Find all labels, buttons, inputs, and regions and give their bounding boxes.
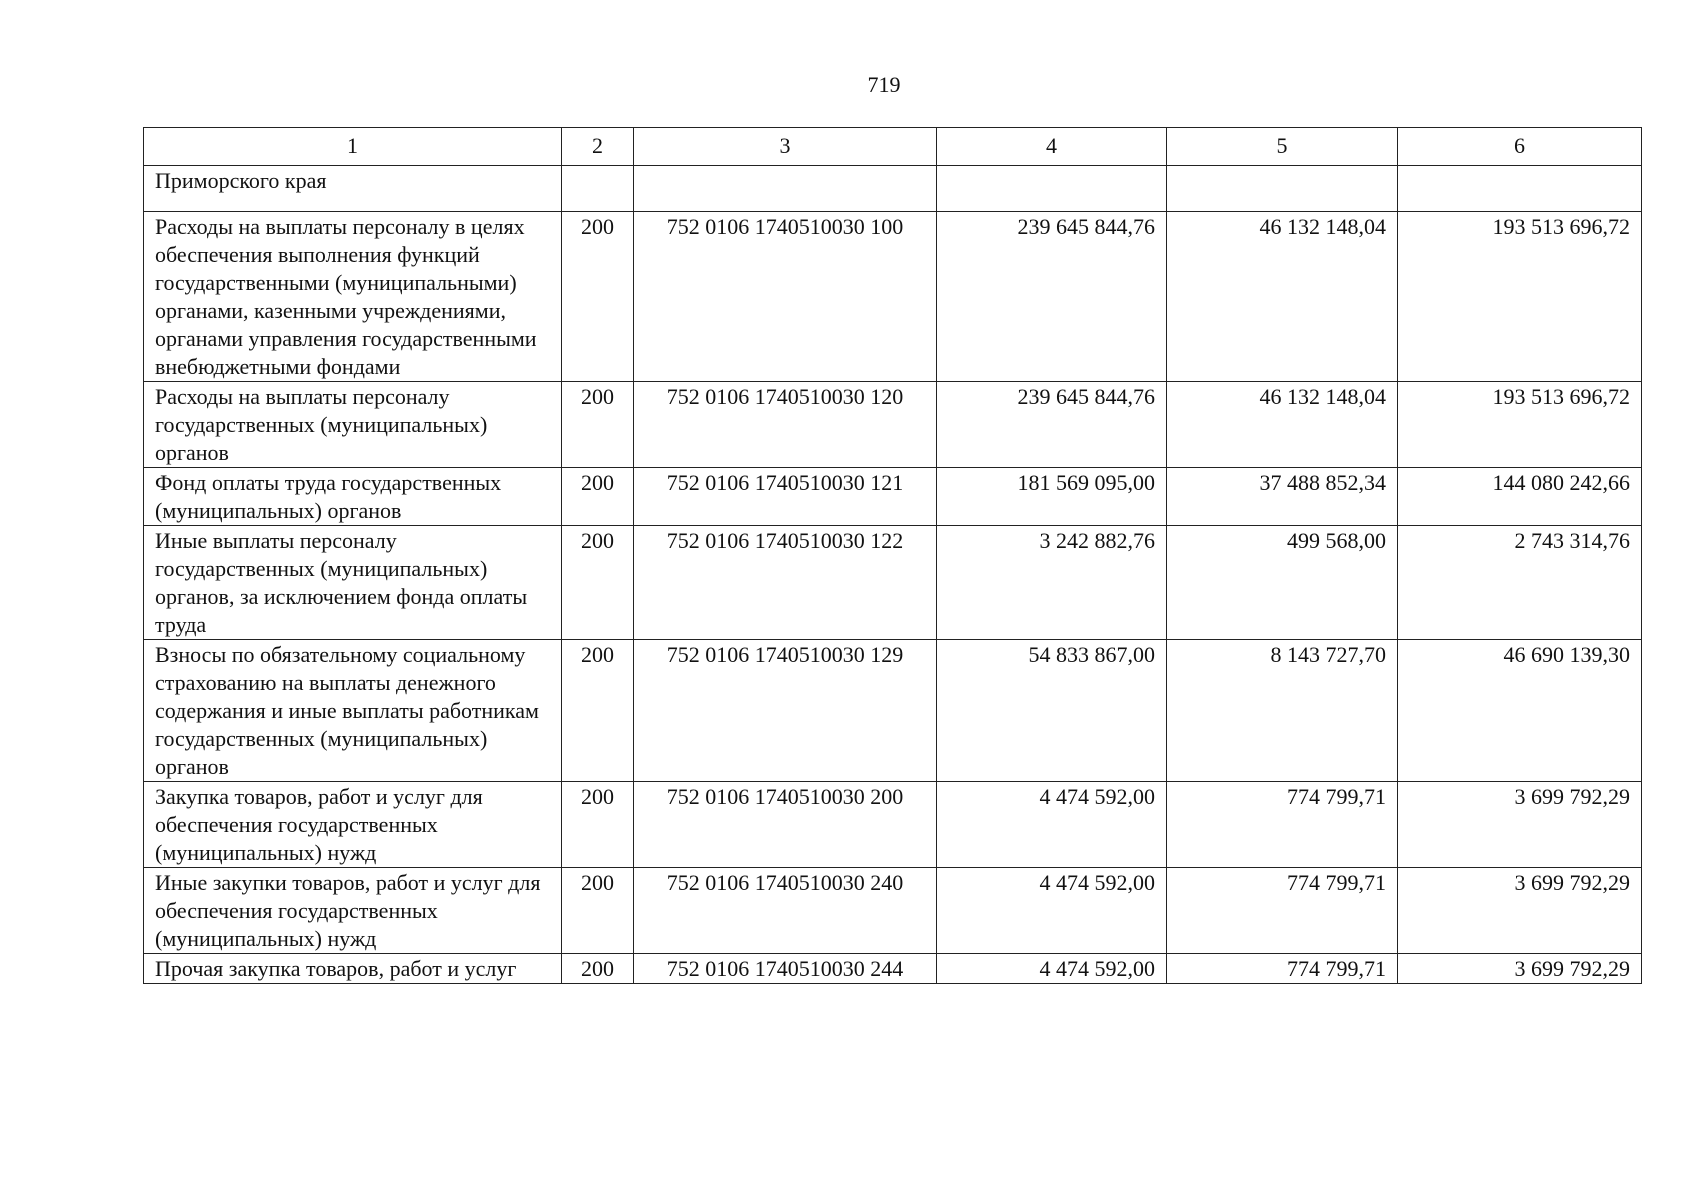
row-name: Прочая закупка товаров, работ и услуг xyxy=(144,954,562,984)
row-executed: 774 799,71 xyxy=(1167,782,1398,868)
row-approved: 239 645 844,76 xyxy=(937,382,1167,468)
row-budget-code: 752 0106 1740510030 200 xyxy=(634,782,937,868)
table-row xyxy=(144,166,1642,212)
table-row xyxy=(144,868,1642,954)
row-budget-code: 752 0106 1740510030 122 xyxy=(634,526,937,640)
row-budget-code: 752 0106 1740510030 100 xyxy=(634,212,937,382)
row-name: Расходы на выплаты персоналу в целях обеспечения выполнения функций государственными (муниципальными) органами, казенными учреждениями, органами управления государственными внебюджетными фондами xyxy=(144,212,562,382)
table-row xyxy=(144,954,1642,984)
column-header: 1 xyxy=(144,128,562,166)
row-name: Иные выплаты персоналу государственных (муниципальных) органов, за исключением фонда оплаты труда xyxy=(144,526,562,640)
row-executed xyxy=(1167,166,1398,212)
column-header: 5 xyxy=(1167,128,1398,166)
row-unexecuted: 46 690 139,30 xyxy=(1398,640,1642,782)
row-code: 200 xyxy=(562,640,634,782)
column-header: 3 xyxy=(634,128,937,166)
row-budget-code: 752 0106 1740510030 120 xyxy=(634,382,937,468)
table-row xyxy=(144,382,1642,468)
row-approved: 181 569 095,00 xyxy=(937,468,1167,526)
row-executed: 37 488 852,34 xyxy=(1167,468,1398,526)
row-code: 200 xyxy=(562,868,634,954)
row-unexecuted: 3 699 792,29 xyxy=(1398,868,1642,954)
row-approved: 4 474 592,00 xyxy=(937,782,1167,868)
table-row xyxy=(144,212,1642,382)
row-name: Расходы на выплаты персоналу государственных (муниципальных) органов xyxy=(144,382,562,468)
row-unexecuted: 3 699 792,29 xyxy=(1398,954,1642,984)
row-executed: 499 568,00 xyxy=(1167,526,1398,640)
table-row xyxy=(144,526,1642,640)
row-budget-code: 752 0106 1740510030 244 xyxy=(634,954,937,984)
row-name: Иные закупки товаров, работ и услуг для обеспечения государственных (муниципальных) нужд xyxy=(144,868,562,954)
row-executed: 8 143 727,70 xyxy=(1167,640,1398,782)
row-unexecuted: 144 080 242,66 xyxy=(1398,468,1642,526)
row-code: 200 xyxy=(562,954,634,984)
row-budget-code: 752 0106 1740510030 240 xyxy=(634,868,937,954)
row-code: 200 xyxy=(562,782,634,868)
row-code: 200 xyxy=(562,382,634,468)
row-unexecuted xyxy=(1398,166,1642,212)
row-code: 200 xyxy=(562,526,634,640)
column-header: 2 xyxy=(562,128,634,166)
row-budget-code xyxy=(634,166,937,212)
table-body xyxy=(144,166,1642,984)
page-number: 719 xyxy=(867,72,901,97)
table-row xyxy=(144,640,1642,782)
row-budget-code: 752 0106 1740510030 121 xyxy=(634,468,937,526)
row-name: Закупка товаров, работ и услуг для обеспечения государственных (муниципальных) нужд xyxy=(144,782,562,868)
row-unexecuted: 193 513 696,72 xyxy=(1398,212,1642,382)
row-approved: 4 474 592,00 xyxy=(937,954,1167,984)
row-approved: 3 242 882,76 xyxy=(937,526,1167,640)
row-name: Приморского края xyxy=(144,166,562,212)
row-executed: 46 132 148,04 xyxy=(1167,382,1398,468)
column-number-row xyxy=(144,128,1642,166)
budget-execution-table xyxy=(143,127,1642,984)
row-executed: 46 132 148,04 xyxy=(1167,212,1398,382)
row-budget-code: 752 0106 1740510030 129 xyxy=(634,640,937,782)
row-approved: 4 474 592,00 xyxy=(937,868,1167,954)
row-executed: 774 799,71 xyxy=(1167,954,1398,984)
row-unexecuted: 3 699 792,29 xyxy=(1398,782,1642,868)
row-name: Взносы по обязательному социальному страхованию на выплаты денежного содержания и иные выплаты работникам государственных (муниципальных) органов xyxy=(144,640,562,782)
row-unexecuted: 193 513 696,72 xyxy=(1398,382,1642,468)
row-code: 200 xyxy=(562,468,634,526)
row-approved: 54 833 867,00 xyxy=(937,640,1167,782)
table-header xyxy=(144,128,1642,166)
column-header: 6 xyxy=(1398,128,1642,166)
row-executed: 774 799,71 xyxy=(1167,868,1398,954)
row-unexecuted: 2 743 314,76 xyxy=(1398,526,1642,640)
row-name: Фонд оплаты труда государственных (муниципальных) органов xyxy=(144,468,562,526)
table-row xyxy=(144,468,1642,526)
row-code xyxy=(562,166,634,212)
column-header: 4 xyxy=(937,128,1167,166)
table-row xyxy=(144,782,1642,868)
row-approved: 239 645 844,76 xyxy=(937,212,1167,382)
row-approved xyxy=(937,166,1167,212)
row-code: 200 xyxy=(562,212,634,382)
